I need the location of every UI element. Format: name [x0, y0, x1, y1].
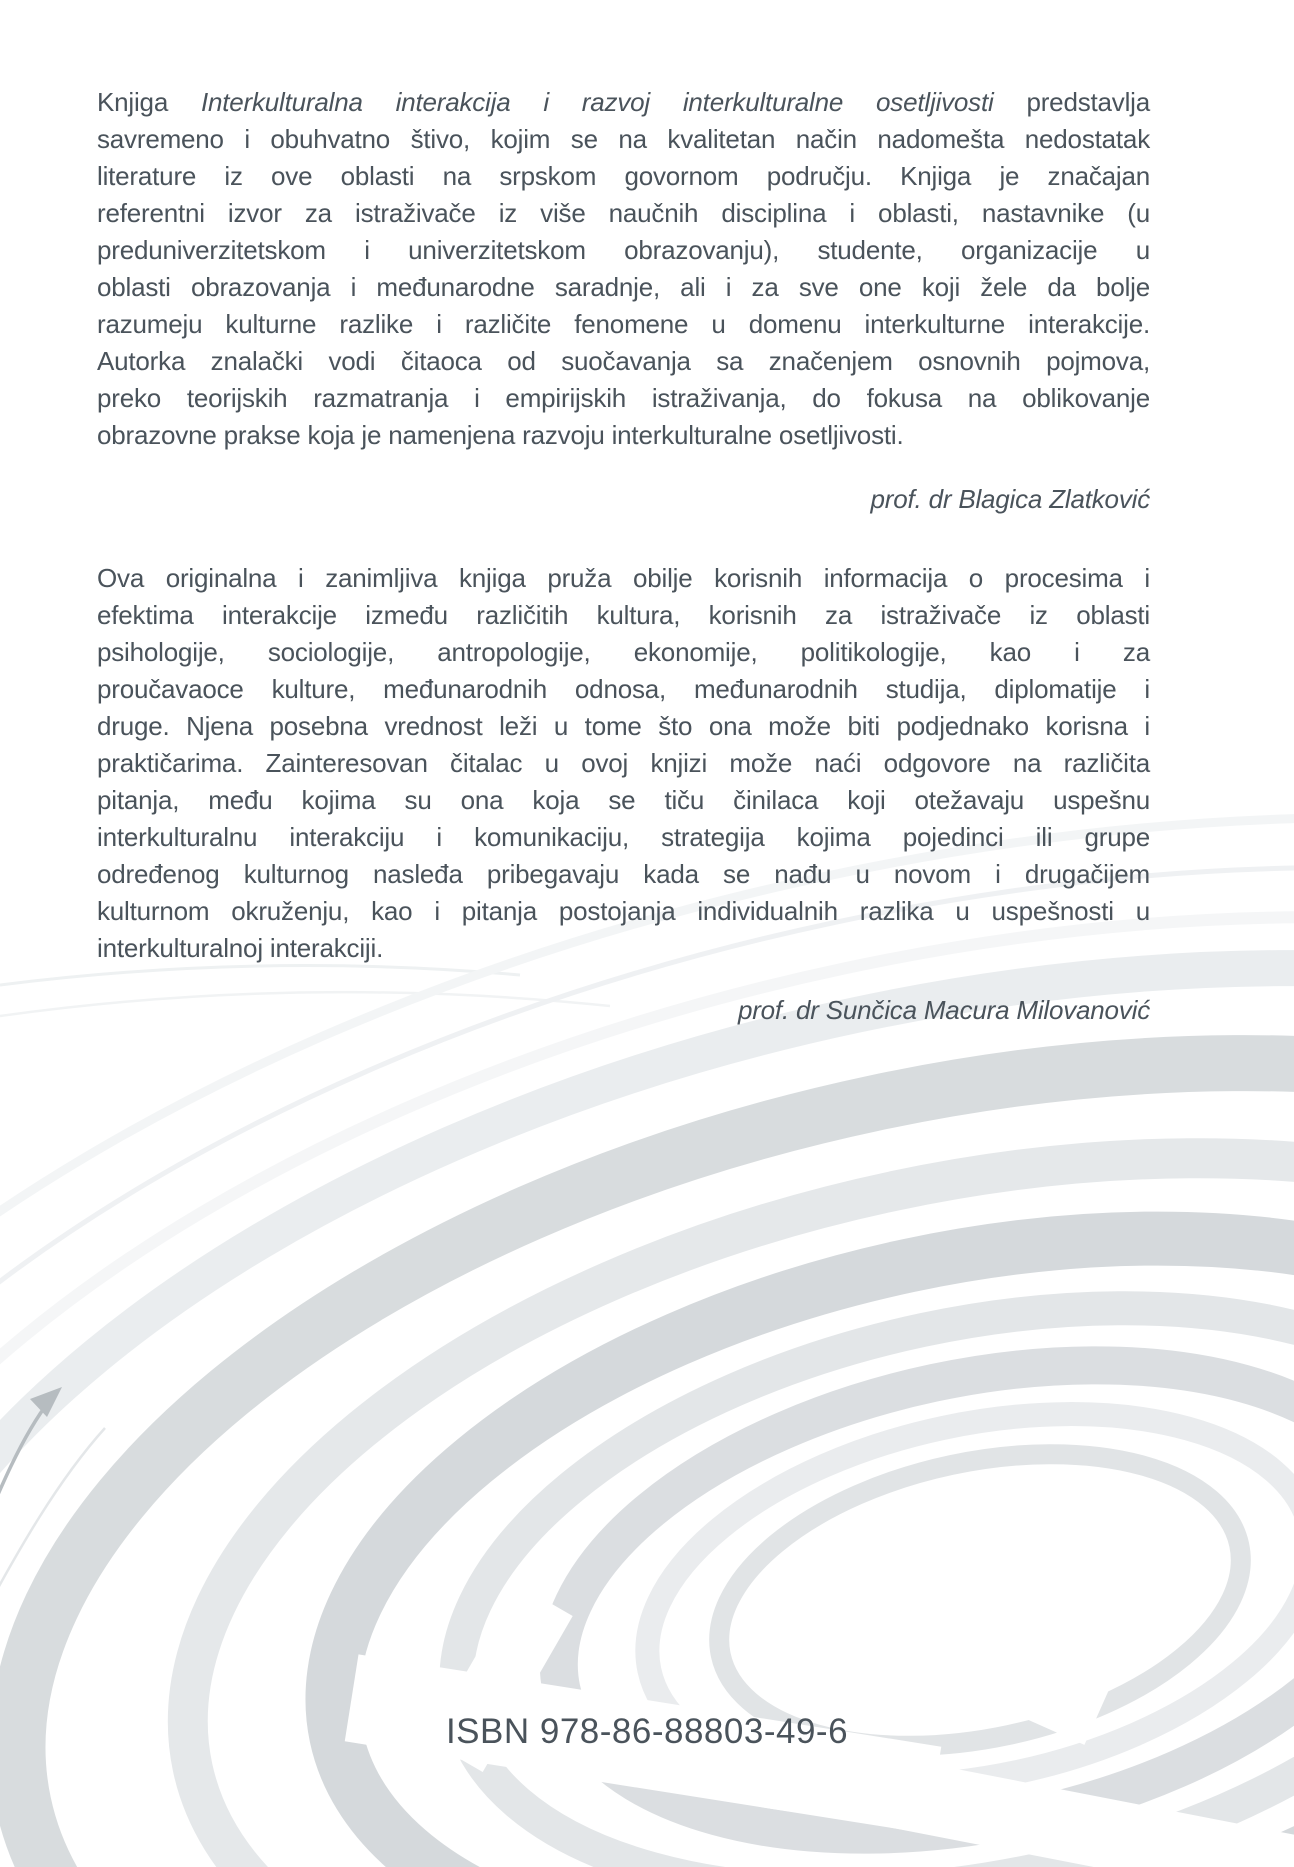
text-line: obrazovne prakse koja je namenjena razvoju interkulturalne osetljivosti. — [97, 420, 904, 450]
text-line: preduniverzitetskom i univerzitetskom obrazovanju), studente, organizacije u — [97, 235, 1150, 265]
text-line: kulturnom okruženju, kao i pitanja postojanja individualnih razlika u uspešnosti u — [97, 896, 1150, 926]
text-line: savremeno i obuhvatno štivo, kojim se na kvalitetan način nadomešta nedostatak — [97, 124, 1150, 154]
text-line: Knjiga Interkulturalna interakcija i razvoj interkulturalne osetljivosti predstavlja — [97, 87, 1150, 117]
review-2-attribution: prof. dr Sunčica Macura Milovanović — [737, 995, 1150, 1025]
text-line: proučavaoce kulture, međunarodnih odnosa, međunarodnih studija, diplomatije i — [97, 674, 1150, 704]
text-line: pitanja, među kojima su ona koja se tiču činilaca koji otežavaju uspešnu — [97, 785, 1150, 815]
text-line: psihologije, sociologije, antropologije, ekonomije, politikologije, kao i za — [97, 637, 1150, 667]
text-line: druge. Njena posebna vrednost leži u tome što ona može biti podjednako korisna i — [97, 711, 1150, 741]
text-line: efektima interakcije između različitih kultura, korisnih za istraživače iz oblasti — [97, 600, 1150, 630]
text-line: određenog kulturnog nasleđa pribegavaju kada se nađu u novom i drugačijem — [97, 859, 1150, 889]
text-line: oblasti obrazovanja i međunarodne saradnje, ali i za sve one koji žele da bolje — [97, 272, 1150, 302]
isbn-text: ISBN 978-86-88803-49-6 — [445, 1712, 849, 1751]
review-1-paragraph — [97, 84, 1150, 454]
text-line: praktičarima. Zainteresovan čitalac u ovoj knjizi može naći odgovore na različita — [97, 748, 1150, 778]
review-1-attribution: prof. dr Blagica Zlatković — [870, 484, 1150, 514]
text-line: razumeju kulturne razlike i različite fenomene u domenu interkulturne interakcije. — [97, 309, 1150, 339]
text-line: Autorka znalački vodi čitaoca od suočavanja sa značenjem osnovnih pojmova, — [97, 346, 1150, 376]
text-line: Ova originalna i zanimljiva knjiga pruža obilje korisnih informacija o procesima i — [97, 563, 1150, 593]
text-line: literature iz ove oblasti na srpskom govornom području. Knjiga je značajan — [97, 161, 1150, 191]
text-line: preko teorijskih razmatranja i empirijskih istraživanja, do fokusa na oblikovanje — [97, 383, 1150, 413]
review-2-paragraph — [97, 560, 1150, 967]
text-line: interkulturalnoj interakciji. — [97, 933, 384, 963]
back-cover-text — [97, 84, 1150, 1029]
text-line: referentni izvor za istraživače iz više naučnih disciplina i oblasti, nastavnike (u — [97, 198, 1150, 228]
text-line: interkulturalnu interakciju i komunikaciju, strategija kojima pojedinci ili grupe — [97, 822, 1150, 852]
